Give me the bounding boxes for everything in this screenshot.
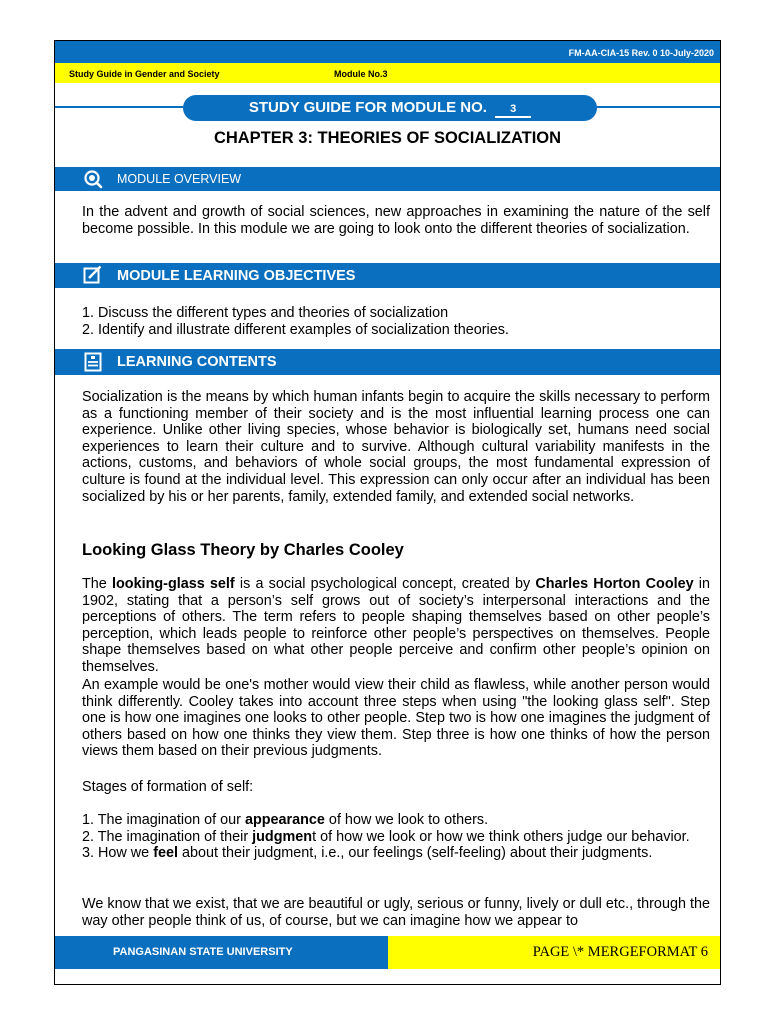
closing-paragraph: We know that we exist, that we are beautiful or ugly, serious or funny, lively or dull etc., through the way other people think of us, of course, but we can imagine how we appear to bbox=[82, 896, 710, 929]
course-name: Study Guide in Gender and Society bbox=[69, 69, 220, 79]
footer-university bbox=[55, 936, 388, 969]
document-icon bbox=[83, 352, 103, 377]
looking-glass-paragraph bbox=[82, 576, 710, 676]
text-run: The bbox=[82, 576, 112, 592]
stages-list bbox=[82, 812, 710, 862]
title-rule-left bbox=[55, 106, 185, 108]
university-name: PANGASINAN STATE UNIVERSITY bbox=[113, 946, 293, 958]
form-code-bar bbox=[55, 41, 720, 63]
search-icon bbox=[83, 169, 103, 194]
looking-glass-heading: Looking Glass Theory by Charles Cooley bbox=[82, 541, 404, 559]
page-field: PAGE \* MERGEFORMAT 6 bbox=[532, 944, 708, 960]
study-guide-title bbox=[183, 95, 597, 121]
form-code: FM-AA-CIA-15 Rev. 0 10-July-2020 bbox=[568, 48, 714, 58]
text-run-bold: Charles Horton Cooley bbox=[535, 576, 694, 592]
contents-intro: Socialization is the means by which human infants begin to acquire the skills necessary to perform as a functioning member of their society and is the most influential learning process one can experience. Unlike other living species, whose behavior is biologically set, humans need social experiences to learn their culture and to survive. Although cultural variability manifests in the actions, customs, and behaviors of whole social groups, the most fundamental expression of culture is found at the individual level. This expression can only occur after an individual has been socialized by his or her parents, family, extended family, and extended social networks. bbox=[82, 389, 710, 505]
title-rule-right bbox=[595, 106, 720, 108]
overview-bar bbox=[55, 167, 720, 191]
overview-heading: MODULE OVERVIEW bbox=[117, 172, 242, 186]
chapter-title: CHAPTER 3: THEORIES OF SOCIALIZATION bbox=[213, 129, 562, 147]
stage-item: 2. The imagination of their judgment of how we look or how we think others judge our behavior. bbox=[82, 828, 690, 845]
stage-item: 3. How we feel about their judgment, i.e., our feelings (self-feeling) about their judgments. bbox=[82, 845, 653, 862]
contents-bar bbox=[55, 349, 720, 375]
page-frame bbox=[54, 40, 721, 985]
stage-item: 1. The imagination of our appearance of how we look to others. bbox=[82, 812, 489, 828]
example-paragraph: An example would be one's mother would view their child as flawless, while another person would think differently. Cooley takes into account three steps when using "the looking glass self". Step one is how one imagines one looks to other people. Step two is how one imagines the judgment of others based on how one thinks they view them. Step three is how one thinks of how the person views them based on their previous judgments. bbox=[82, 677, 710, 760]
text-run-bold: looking-glass self bbox=[111, 576, 235, 592]
objective-item: 1. Discuss the different types and theories of socialization bbox=[82, 305, 449, 321]
objective-item: 2. Identify and illustrate different examples of socialization theories. bbox=[82, 321, 509, 338]
module-label: Module No.3 bbox=[334, 69, 388, 79]
footer-page bbox=[388, 936, 720, 969]
objectives-list bbox=[82, 305, 710, 338]
text-run: is a social psychological concept, created by bbox=[234, 576, 536, 592]
objectives-bar bbox=[55, 263, 720, 288]
text-run: in 1902, stating that a person’s self grows out of society’s interpersonal interactions and the perceptions of others. The term refers to people shaping themselves based on other people’s perception, which leads people to reinforce other people’s perspectives on themselves. People shape themselves based on what other people perceive and confirm other people’s opinion on themselves. bbox=[82, 576, 710, 675]
course-bar bbox=[55, 63, 720, 83]
overview-text: In the advent and growth of social sciences, new approaches in examining the nature of the self become possible. In this module we are going to look onto the different theories of socialization. bbox=[82, 204, 710, 237]
edit-icon bbox=[83, 265, 103, 290]
study-guide-label: STUDY GUIDE FOR MODULE NO. bbox=[248, 99, 487, 116]
module-number: 3 bbox=[495, 102, 531, 118]
stages-label: Stages of formation of self: bbox=[82, 779, 254, 795]
contents-heading: LEARNING CONTENTS bbox=[117, 354, 277, 370]
objectives-heading: MODULE LEARNING OBJECTIVES bbox=[117, 268, 356, 284]
